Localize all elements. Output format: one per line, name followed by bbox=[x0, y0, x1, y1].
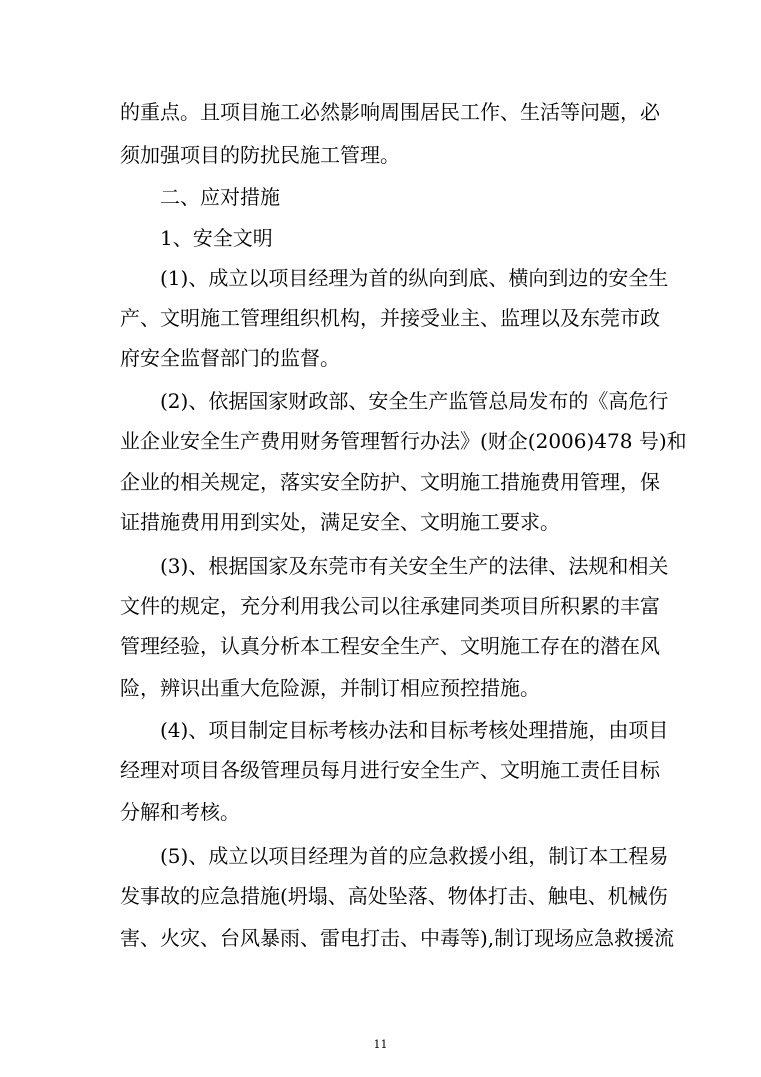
text-line: 文件的规定，充分利用我公司以往承建同类项目所积累的丰富 bbox=[120, 594, 660, 618]
text-line: 的重点。且项目施工必然影响周围居民工作、生活等问题，必 bbox=[120, 100, 660, 124]
text-line: 证措施费用用到实处，满足安全、文明施工要求。 bbox=[120, 510, 560, 534]
text-line: 府安全监督部门的监督。 bbox=[120, 346, 340, 370]
subsection-heading: 1、安全文明 bbox=[160, 226, 273, 250]
text-line: 产、文明施工管理组织机构，并接受业主、监理以及东莞市政 bbox=[120, 306, 660, 330]
text-line: 分解和考核。 bbox=[120, 800, 240, 824]
page-number: 11 bbox=[373, 1038, 388, 1051]
text-line: 管理经验，认真分析本工程安全生产、文明施工存在的潜在风 bbox=[120, 634, 660, 658]
text-line: 业企业安全生产费用财务管理暂行办法》(财企(2006)478 号)和 bbox=[120, 429, 687, 453]
section-heading: 二、应对措施 bbox=[160, 185, 280, 209]
text-line: (1)、成立以项目经理为首的纵向到底、横向到边的安全生 bbox=[160, 266, 669, 290]
text-line: (3)、根据国家及东莞市有关安全生产的法律、法规和相关 bbox=[160, 554, 669, 578]
text-line: 发事故的应急措施(坍塌、高处坠落、物体打击、触电、机械伤 bbox=[120, 884, 668, 908]
text-line: (5)、成立以项目经理为首的应急救援小组，制订本工程易 bbox=[160, 844, 669, 868]
text-line: (2)、依据国家财政部、安全生产监管总局发布的《高危行 bbox=[160, 389, 669, 413]
text-line: 企业的相关规定，落实安全防护、文明施工措施费用管理，保 bbox=[120, 470, 660, 494]
text-line: 经理对项目各级管理员每月进行安全生产、文明施工责任目标 bbox=[120, 758, 660, 782]
text-line: 害、火灾、台风暴雨、雷电打击、中毒等),制订现场应急救援流 bbox=[120, 926, 675, 950]
text-line: 须加强项目的防扰民施工管理。 bbox=[120, 143, 400, 167]
text-line: (4)、项目制定目标考核办法和目标考核处理措施，由项目 bbox=[160, 718, 669, 742]
text-line: 险，辨识出重大危险源，并制订相应预控措施。 bbox=[120, 676, 540, 700]
